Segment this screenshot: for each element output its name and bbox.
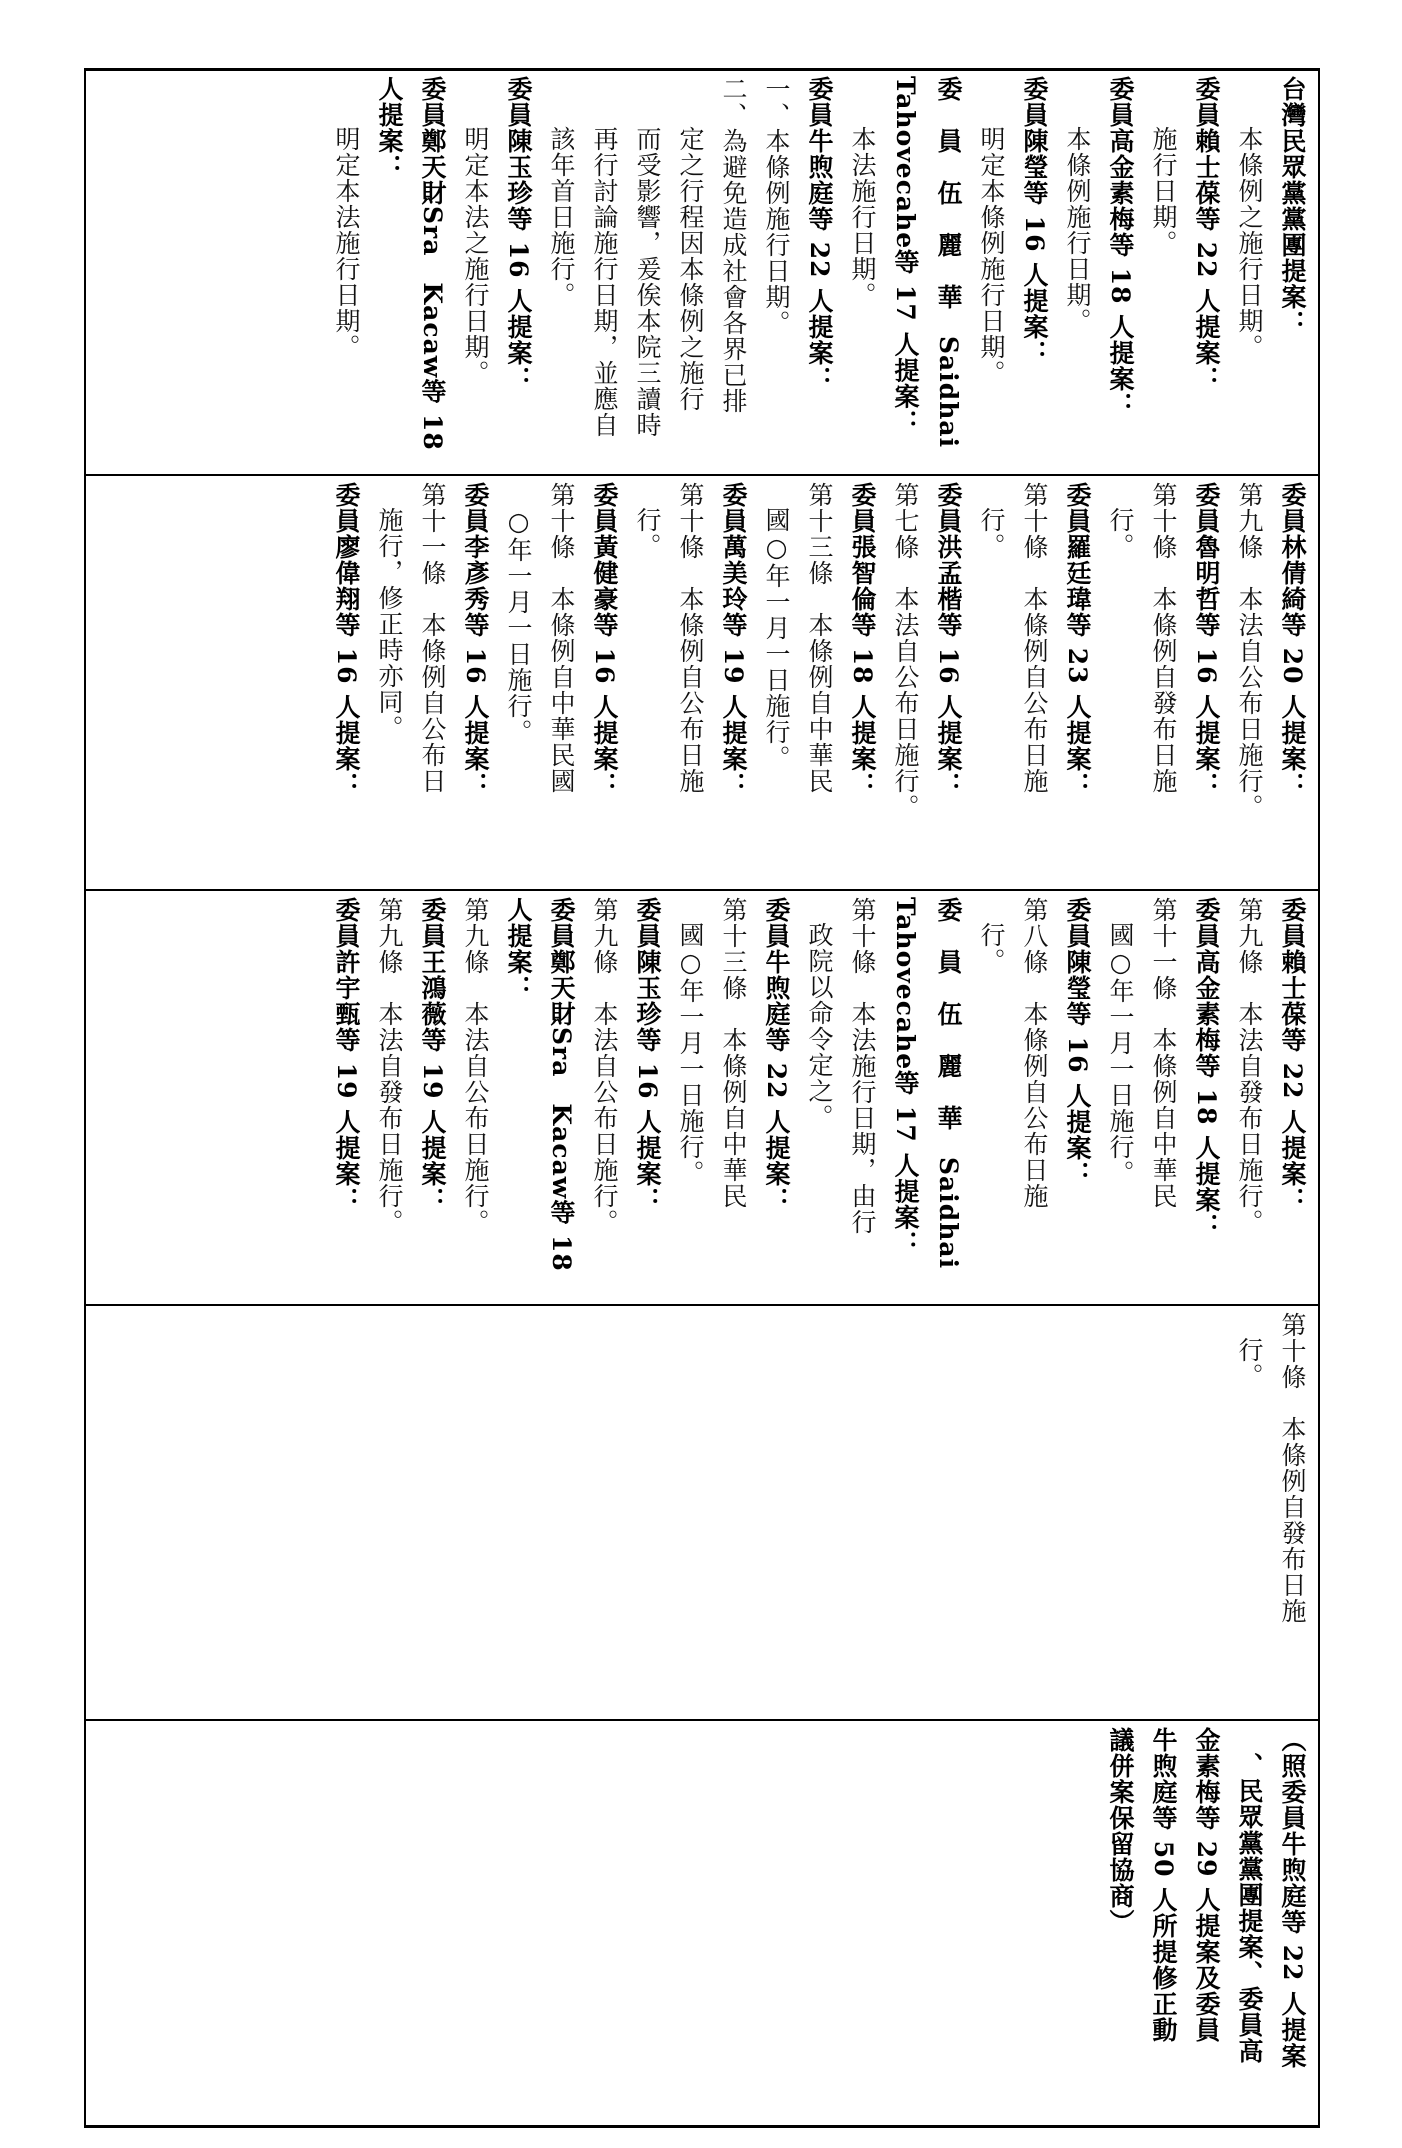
proposer-heading: Tahovecahe等 17 人提案：: [891, 897, 920, 1257]
proposer-heading: 委員萬美玲等 19 人提案：: [719, 482, 748, 799]
proposal-text: 第十條 本條例自中華民國: [547, 482, 576, 794]
proposal-text: 明定本法施行日期。: [332, 126, 361, 360]
proposal-text: 本條例施行日期。: [1063, 126, 1092, 334]
proposer-heading: 委 員 伍 麗 華 Saidhai: [934, 897, 963, 1270]
proposer-heading: 人提案：: [375, 76, 404, 180]
proposal-text: 施行日期。: [1149, 126, 1178, 256]
proposal-text: 第十條 本法施行日期，由行: [848, 897, 877, 1235]
proposer-heading: 委員黃健豪等 16 人提案：: [590, 482, 619, 799]
proposer-heading: 委員洪孟楷等 16 人提案：: [934, 482, 963, 799]
row3-text: [325, 897, 1314, 1298]
proposal-text: 國○年一月一日施行。: [762, 507, 791, 771]
proposal-text: 第十條 本條例自公布日施: [676, 482, 705, 794]
proposal-text: 第七條 本法自公布日施行。: [891, 482, 920, 820]
proposer-heading: 委員陳瑩等 16 人提案：: [1063, 897, 1092, 1188]
proposal-text: 國○年一月一日施行。: [676, 922, 705, 1186]
proposal-text: 行。: [633, 507, 662, 559]
proposer-heading: 委員陳玉珍等 16 人提案：: [633, 897, 662, 1214]
article-text: 第十條 本條例自發布日施: [1278, 1312, 1307, 1624]
proposal-text: 第九條 本法自發布日施行。: [375, 897, 404, 1235]
proposer-heading: 委員陳玉珍等 16 人提案：: [504, 76, 533, 393]
proposer-heading: 委員賴士葆等 22 人提案：: [1192, 76, 1221, 393]
resolution-note: 、民眾黨黨團提案、委員高: [1235, 1752, 1264, 2064]
proposal-text: 而受影響，爰俟本院三讀時: [633, 126, 662, 438]
proposer-heading: 委員廖偉翔等 16 人提案：: [332, 482, 361, 799]
article-text: 行。: [1235, 1337, 1264, 1389]
proposer-heading: 委員牛煦庭等 22 人提案：: [805, 76, 834, 393]
proposer-heading: 委員李彥秀等 16 人提案：: [461, 482, 490, 799]
proposer-heading: 委員陳瑩等 16 人提案：: [1020, 76, 1049, 367]
proposal-text: 明定本條例施行日期。: [977, 126, 1006, 386]
proposal-text: 第十三條 本條例自中華民: [719, 897, 748, 1209]
proposal-text: 施行，修正時亦同。: [375, 507, 404, 741]
proposer-heading: 委員許宇甄等 19 人提案：: [332, 897, 361, 1214]
proposal-text: 二、為避免造成社會各界已排: [719, 76, 748, 414]
proposer-heading: Tahovecahe等 17 人提案：: [891, 76, 920, 436]
proposer-heading: 委員鄭天財Sra Kacaw等 18: [418, 76, 447, 451]
proposal-text: 第十一條 本條例自中華民: [1149, 897, 1178, 1209]
proposer-heading: 委員高金素梅等 18 人提案：: [1106, 76, 1135, 419]
proposal-text: 第十條 本條例自發布日施: [1149, 482, 1178, 794]
proposal-text: 一、本條例施行日期。: [762, 76, 791, 336]
row5-text: [1099, 1727, 1314, 2120]
proposal-text: 行。: [977, 922, 1006, 974]
proposal-text: 第九條 本法自公布日施行。: [461, 897, 490, 1235]
proposal-text: 明定本法之施行日期。: [461, 126, 490, 386]
row2-cell: [84, 476, 1320, 889]
resolution-note: 牛煦庭等 50 人所提修正動: [1149, 1727, 1178, 2044]
resolution-note: 議併案保留協商）: [1106, 1727, 1135, 1935]
proposal-text: 定之行程因本條例之施行: [676, 126, 705, 412]
resolution-note: 金素梅等 29 人提案及委員: [1192, 1727, 1221, 2044]
proposal-text: 本法施行日期。: [848, 126, 877, 308]
proposer-heading: 人提案：: [504, 897, 533, 1001]
proposal-text: 行。: [1106, 507, 1135, 559]
proposal-text: 第十一條 本條例自公布日: [418, 482, 447, 794]
proposal-text: 第十條 本條例自公布日施: [1020, 482, 1049, 794]
proposal-text: 本條例之施行日期。: [1235, 126, 1264, 360]
proposer-heading: 委 員 伍 麗 華 Saidhai: [934, 76, 963, 449]
row2-text: [325, 482, 1314, 883]
row4-text: [1228, 1312, 1314, 1713]
proposal-text: 該年首日施行。: [547, 126, 576, 308]
proposer-heading: 委員賴士葆等 22 人提案：: [1278, 897, 1307, 1214]
comparison-table: [84, 68, 1320, 2128]
resolution-note: （照委員牛煦庭等 22 人提案: [1278, 1727, 1307, 2070]
proposal-text: 再行討論施行日期，並應自: [590, 126, 619, 438]
proposer-heading: 委員牛煦庭等 22 人提案：: [762, 897, 791, 1214]
proposal-text: 第十三條 本條例自中華民: [805, 482, 834, 794]
proposer-heading: 委員羅廷瑋等 23 人提案：: [1063, 482, 1092, 799]
proposer-heading: 委員魯明哲等 16 人提案：: [1192, 482, 1221, 799]
proposer-heading: 委員林倩綺等 20 人提案：: [1278, 482, 1307, 799]
proposal-text: 第九條 本法自公布日施行。: [590, 897, 619, 1235]
proposal-text: 政院以命令定之。: [805, 922, 834, 1130]
proposal-text: 行。: [977, 507, 1006, 559]
proposer-heading: 委員鄭天財Sra Kacaw等 18: [547, 897, 576, 1272]
proposer-heading: 委員高金素梅等 18 人提案：: [1192, 897, 1221, 1240]
row1-cell: [84, 70, 1320, 474]
proposal-text: 第八條 本條例自公布日施: [1020, 897, 1049, 1209]
proposer-heading: 委員張智倫等 18 人提案：: [848, 482, 877, 799]
proposer-heading: 台灣民眾黨黨團提案：: [1278, 76, 1307, 336]
proposer-heading: 委員王鴻薇等 19 人提案：: [418, 897, 447, 1214]
row4-cell: [84, 1306, 1320, 1719]
row5-cell: [84, 1721, 1320, 2126]
proposal-text: 第九條 本法自公布日施行。: [1235, 482, 1264, 820]
proposal-text: 第九條 本法自發布日施行。: [1235, 897, 1264, 1235]
row3-cell: [84, 891, 1320, 1304]
proposal-text: 國○年一月一日施行。: [1106, 922, 1135, 1186]
proposal-text: ○年一月一日施行。: [504, 507, 533, 745]
row1-text: [325, 76, 1314, 468]
